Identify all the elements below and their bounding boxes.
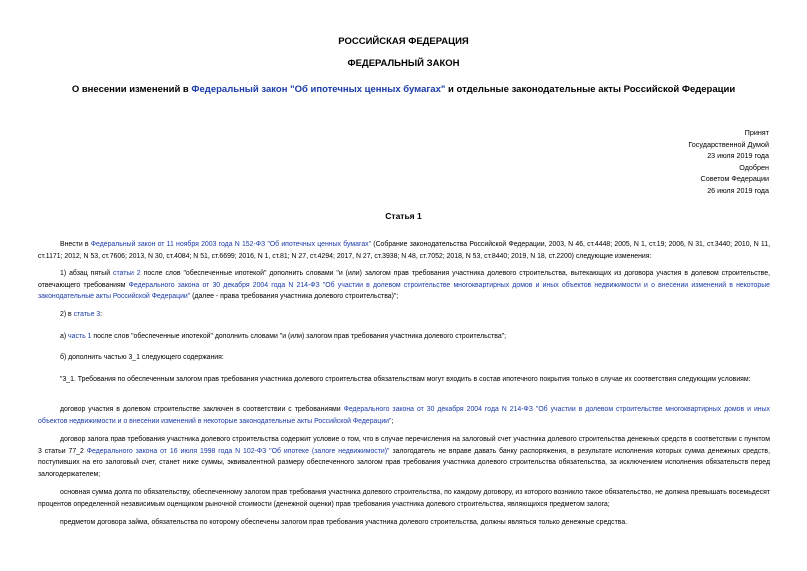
text: а) (60, 333, 69, 340)
law-214-link[interactable]: Федерального закона от 30 декабря 2004 года N 214-ФЗ "Об участии в долевом строительстве многоквартирных домов и иных объектов недвижимости и о внесении изменений в некоторые законодательные акты Российской Федерации" (38, 406, 771, 425)
text: после слов "обеспеченные ипотекой" дополнить словами "и (или) залогом прав требования участника долевого строительства, вытекающих из договора участия в долевом строительстве, отвечающего требованиям (38, 270, 770, 289)
text: договор участия в долевом строительстве заключен в соответствии с требованиями (60, 406, 344, 413)
paragraph-3-1: "3_1. Требования по обеспеченным залогом прав требования участника долевого строительства обязательствам могут входить в состав ипотечного покрытия только в случае их соответствия следующим условиям: (60, 376, 751, 383)
paragraph-condition-4: предметом договора займа, обязательства по которому обеспечены залогом прав требования участника долевого строительства, должны являться только денежные средства. (60, 519, 628, 526)
paragraph-item-1 (38, 268, 770, 303)
article-3-link[interactable]: статье 3 (73, 311, 101, 318)
acceptance-line: Одобрен (739, 162, 769, 172)
article-heading: Статья 1 (385, 211, 422, 221)
law-152-link[interactable]: Федеральный закон от 11 ноября 2003 года N 152-ФЗ "Об ипотечных ценных бумагах" (90, 241, 372, 248)
acceptance-line: Советом Федерации (700, 174, 769, 184)
paragraph-condition-1 (38, 404, 770, 427)
paragraph-item-2b: б) дополнить частью 3_1 следующего содержания: (60, 354, 224, 361)
paragraph-intro (38, 239, 770, 262)
law-type-heading: ФЕДЕРАЛЬНЫЙ ЗАКОН (347, 58, 460, 69)
country-heading: РОССИЙСКАЯ ФЕДЕРАЦИЯ (338, 36, 469, 47)
text: (далее - права требования участника долевого строительства)"; (190, 293, 399, 301)
paragraph-condition-2 (38, 434, 770, 480)
acceptance-line: 23 июля 2019 года (707, 151, 769, 161)
text: (Собрание законодательства Российской Федерации, 2003, N 46, ст.4448; 2005, N 1, ст.19; 2006, N 31, ст.3440; 2010, N 11, ст.1171; 2012, N 53, ст.7606; 2013, N 30, ст.4084; N 51, ст.6699; 2016, N 1, ст.81; N 27, ст.4294; 2017, N 27, ст.3938; N 48, ст.7052; 2018, N 53, ст.8440; 2019, N 18, ст.2200) следующие изменения: (38, 241, 770, 260)
paragraph-item-2a (38, 331, 770, 343)
law-title-post: и отдельные законодательные акты Российской Федерации (445, 84, 736, 95)
law-214-link[interactable]: Федерального закона от 30 декабря 2004 года N 214-ФЗ "Об участии в долевом строительстве многоквартирных домов и иных объектов недвижимости и о внесении изменений в некоторые законодательные акты Российской Федерации" (38, 281, 771, 301)
text: после слов "обеспеченные ипотекой" дополнить словами "и (или) залогом прав требования участника долевого строительства"; (91, 333, 507, 340)
paragraph-item-2 (38, 309, 770, 321)
acceptance-block (688, 127, 769, 197)
text: договор залога прав требования участника долевого строительства содержит условие о том, что в случае перечисления на залоговый счет участника долевого строительства денежных средств в соответствии с пунктом 3 статьи 77_2 (38, 436, 770, 455)
article-2-link[interactable]: статьи 2 (113, 270, 141, 277)
text: ; (391, 417, 394, 425)
law-title-link[interactable]: Федеральный закон "Об ипотечных ценных бумагах" (191, 84, 446, 95)
law-title-pre: О внесении изменений в (71, 84, 192, 95)
law-102-link[interactable]: Федерального закона от 16 июля 1998 года N 102-ФЗ "Об ипотеке (залоге недвижимости)" (86, 447, 390, 455)
law-title (0, 84, 807, 95)
text: залогодатель не вправе давать банку распоряжения, в результате исполнения которых сумма денежных средств, поступивших на его залоговый счет, станет ниже суммы, эквивалентной размеру обеспеченного залогом прав требования участника долевого строительства обязательства, за исключением исполнения обязательств перед залогодержателем; (38, 447, 770, 478)
part-1-link[interactable]: часть 1 (68, 333, 92, 340)
paragraph-condition-3: основная сумма долга по обязательству, обеспеченному залогом прав требования участника долевого строительства, по каждому договору, из которого возникло такое обязательство, не должна превышать восемьдесят процентов определенной независимым оценщиком рыночной стоимости (денежной оценки) прав требования участника долевого строительства, являющихся предметом залога; (38, 489, 770, 508)
acceptance-line: Государственной Думой (688, 139, 769, 149)
acceptance-line: Принят (744, 128, 769, 137)
text: 1) абзац пятый (60, 270, 114, 277)
text: : (100, 311, 103, 318)
text: Внести в (60, 241, 91, 248)
text: 2) в (60, 311, 74, 318)
acceptance-line: 26 июля 2019 года (707, 185, 769, 195)
